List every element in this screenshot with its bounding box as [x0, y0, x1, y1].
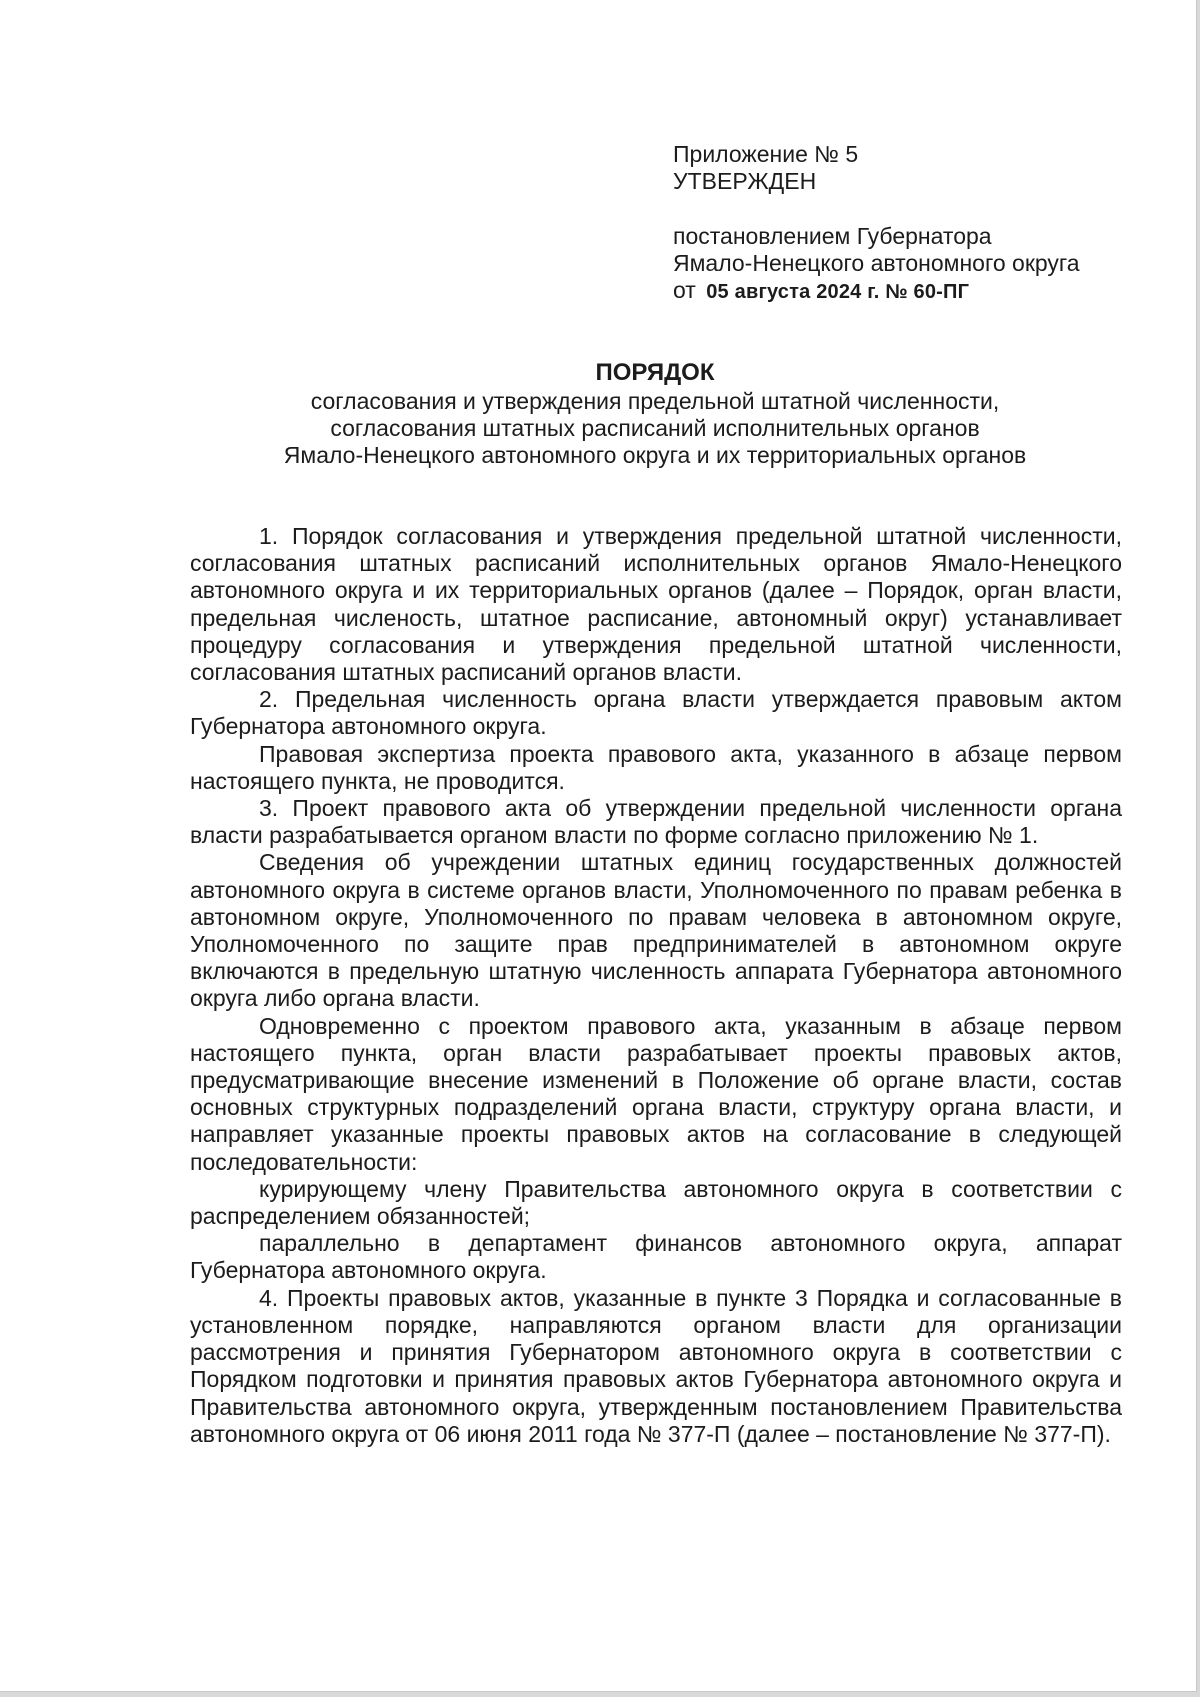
date-prefix: от — [673, 277, 696, 303]
issuer-line-2: Ямало-Ненецкого автономного округа — [673, 250, 1080, 276]
paragraph-point-3: 3. Проект правового акта об утверждении предельной численности органа власти разрабатывается органом власти по форме согласно приложению № 1. — [190, 795, 1122, 849]
paragraph-state-positions: Сведения об учреждении штатных единиц государственных должностей автономного округа в системе органов власти, Уполномоченного по правам ребенка в автономном округе, Уполномоченного по правам человека в автономном округе, Уполномоченного по защите прав предпринимателей в автономном округе включаются в предельную штатную численность аппарата Губернатора автономного округа либо органа власти. — [190, 849, 1122, 1012]
approval-block — [673, 141, 1153, 306]
paragraph-simultaneous-drafts: Одновременно с проектом правового акта, указанным в абзаце первом настоящего пункта, орган власти разрабатывает проекты правовых актов, предусматривающие внесение изменений в Положение об органе власти, состав основных структурных подразделений органа власти, структуру органа власти, и направляет указанные проекты правовых актов на согласование в следующей последовательности: — [190, 1012, 1122, 1175]
document-heading — [190, 359, 1120, 469]
document-body — [190, 523, 1122, 1448]
approved-label: УТВЕРЖДЕН — [673, 168, 817, 194]
document-title: ПОРЯДОК — [595, 359, 715, 386]
paragraph-point-4: 4. Проекты правовых актов, указанные в пункте 3 Порядка и согласованные в установленном порядке, направляются органом власти для организации рассмотрения и принятия Губернатором автономного округа в соответствии с Порядком подготовки и принятия правовых актов Губернатора автономного округа и Правительства автономного округа, утвержденным постановлением Правительства автономного округа от 06 июня 2011 года № 377-П (далее – постановление № 377-П). — [190, 1284, 1122, 1447]
approval-date-number: 05 августа 2024 г. № 60-ПГ — [706, 281, 970, 303]
approval-spacer — [673, 195, 1153, 223]
paragraph-point-2: 2. Предельная численность органа власти утверждается правовым актом Губернатора автономного округа. — [190, 686, 1122, 740]
paragraph-point-1: 1. Порядок согласования и утверждения предельной штатной численности, согласования штатных расписаний исполнительных органов Ямало-Ненецкого автономного округа и их территориальных органов (далее – Порядок, орган власти, предельная численость, штатное расписание, автономный округ) устанавливает процедуру согласования и утверждения предельной штатной численности, согласования штатных расписаний органов власти. — [190, 523, 1122, 686]
approval-date-line — [673, 277, 1153, 306]
appendix-number: Приложение № 5 — [673, 141, 859, 167]
paragraph-legal-expertise: Правовая экспертиза проекта правового акта, указанного в абзаце первом настоящего пункта, не проводится. — [190, 740, 1122, 794]
document-subtitle-line: согласования и утверждения предельной штатной численности, — [310, 388, 1000, 414]
paragraph-curator-approval: курирующему члену Правительства автономного округа в соответствии с распределением обязанностей; — [190, 1175, 1122, 1230]
paragraph-parallel-approval: параллельно в департамент финансов автономного округа, аппарат Губернатора автономного округа. — [190, 1230, 1122, 1284]
document-subtitle-line: согласования штатных расписаний исполнительных органов — [330, 415, 980, 441]
document-subtitle-line: Ямало-Ненецкого автономного округа и их территориальных органов — [283, 442, 1027, 468]
issuer-line-1: постановлением Губернатора — [673, 223, 992, 249]
